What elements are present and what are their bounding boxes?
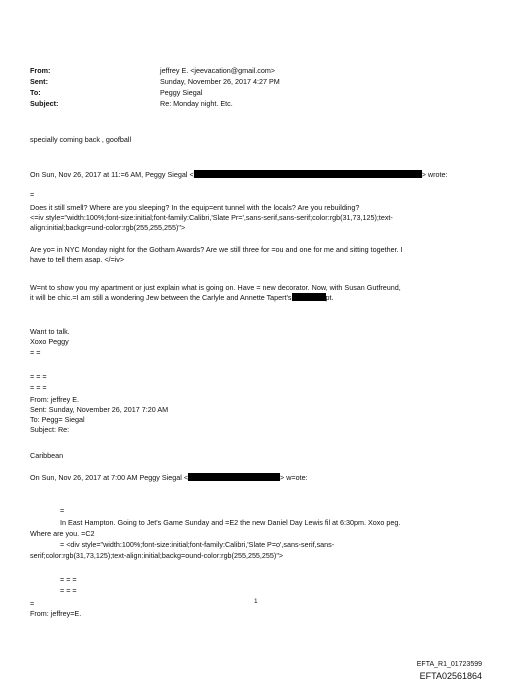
body-line: <=iv style="width:100%;font-size:initial;font-family:Calibri,'Slate Pr=',sans-serif,sans-serif;color:rgb(31,73,125);text- xyxy=(30,213,393,222)
to-value: Peggy Siegal xyxy=(160,88,203,97)
body-line: Where are you. =C2 xyxy=(30,529,95,538)
page-number: 1 xyxy=(254,598,258,605)
body-line: = = = xyxy=(60,586,77,595)
quote-header-line xyxy=(30,170,447,180)
body-line: W=nt to show you my apartment or just explain what is going on. Have = new decorator. Now, with Susan Gutfreund, xyxy=(30,283,401,292)
body-line: = = = xyxy=(30,383,47,392)
quote-header-line xyxy=(30,473,308,483)
quote-header-end: > w=ote: xyxy=(280,473,308,482)
body-line: Want to talk. xyxy=(30,327,70,336)
body-line: align:initial;backgr=und-color:rgb(255,255,255)"> xyxy=(30,223,186,232)
subject-label: Subject: xyxy=(30,99,59,108)
body-text: it will be chic.=I am still a wondering Jew between the Carlyle and Annette Tapert's xyxy=(30,293,292,302)
from-value: jeffrey E. <jeevacation@gmail.com> xyxy=(160,66,276,75)
to-label: To: xyxy=(30,88,41,97)
body-line: Xoxo Peggy xyxy=(30,337,69,346)
body-line: In East Hampton. Going to Jet's Game Sunday and =E2 the new Daniel Day Lewis fil at 6:30pm. Xoxo peg. xyxy=(60,518,401,527)
body-line: have to tell them asap. </=iv> xyxy=(30,255,125,264)
quote-header-text: On Sun, Nov 26, 2017 at 11:=6 AM, Peggy Siegal < xyxy=(30,170,194,179)
body-line-redacted xyxy=(30,293,334,303)
subject-value: Re: Monday night. Etc. xyxy=(160,99,233,108)
redaction-box xyxy=(194,170,422,178)
body-line: Subject: Re: xyxy=(30,425,70,434)
body-line: = = = xyxy=(30,372,47,381)
sent-label: Sent: xyxy=(30,77,48,86)
body-line: To: Pegg= Siegal xyxy=(30,415,85,424)
body-line: specially coming back , goofball xyxy=(30,135,132,144)
body-line: Does it still smell? Where are you sleeping? In the equip=ent tunnel with the locals? Are you rebuilding? xyxy=(30,203,360,212)
body-line: From: jeffrey=E. xyxy=(30,609,82,618)
bates-number-secondary: EFTA02561864 xyxy=(419,671,482,681)
body-line: = = xyxy=(30,348,41,357)
quote-header-text: On Sun, Nov 26, 2017 at 7:00 AM Peggy Siegal < xyxy=(30,473,189,482)
body-line: = = = xyxy=(60,575,77,584)
sent-value: Sunday, November 26, 2017 4:27 PM xyxy=(160,77,280,86)
body-line: Are yo= in NYC Monday night for the Gotham Awards? Are we still three for =ou and one for me and sitting together. I xyxy=(30,245,403,254)
body-line: = <div style="width:100%;font-size:initial;font-family:Calibri,'Slate P=o',sans-serif,sans- xyxy=(60,540,335,549)
body-line: = xyxy=(30,190,35,199)
quote-header-end: > wrote: xyxy=(421,170,448,179)
body-line: Sent: Sunday, November 26, 2017 7:20 AM xyxy=(30,405,169,414)
body-line: serif;color:rgb(31,73,125);text-align:initial;backg=ound-color:rgb(255,255,255)"> xyxy=(30,551,284,560)
redaction-box xyxy=(188,473,280,481)
bates-number-primary: EFTA_R1_01723599 xyxy=(416,661,482,668)
body-line: Caribbean xyxy=(30,451,64,460)
from-label: From: xyxy=(30,66,51,75)
body-line: = xyxy=(30,599,35,608)
body-line: From: jeffrey E. xyxy=(30,395,79,404)
body-line: = xyxy=(60,506,65,515)
redaction-box xyxy=(292,293,326,301)
body-text: pt. xyxy=(325,293,334,302)
